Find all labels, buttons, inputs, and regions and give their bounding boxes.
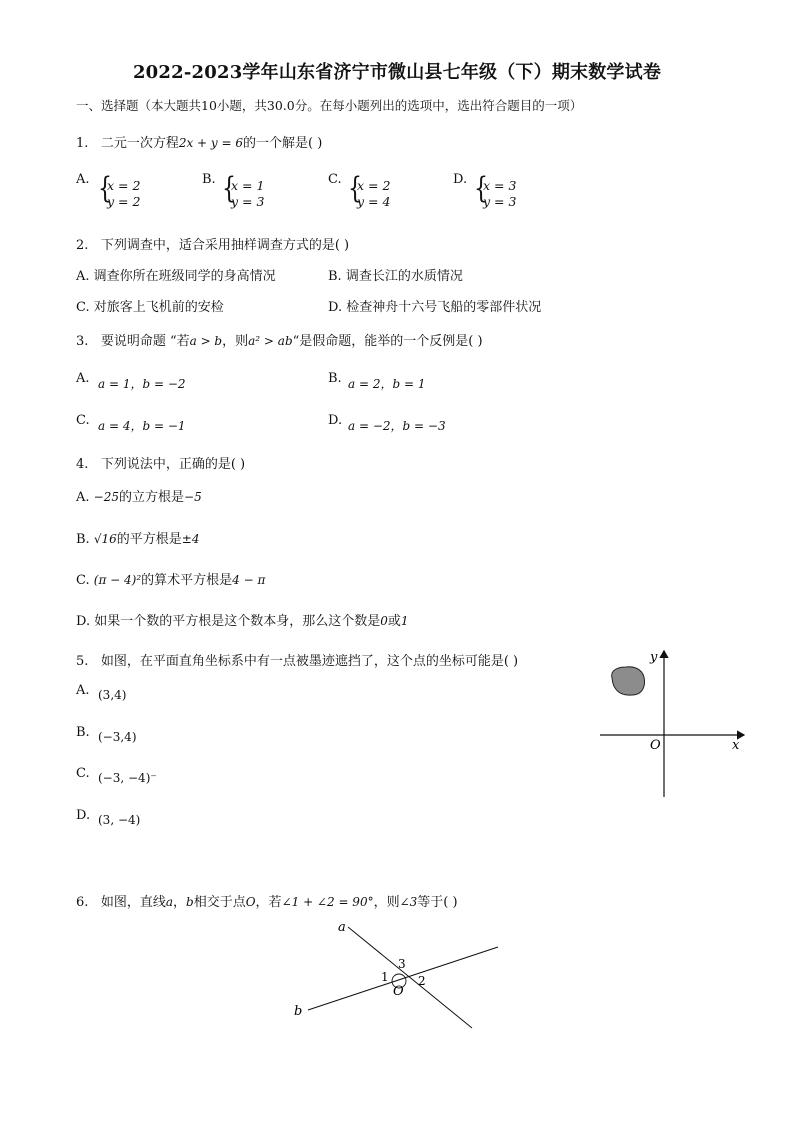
math-expression: −5 [184, 490, 202, 504]
coordinate-figure [596, 645, 756, 805]
option-letter: D. [76, 614, 91, 629]
option-letter: A. [76, 371, 90, 386]
option-letter: C. [76, 300, 90, 315]
intersecting-lines-figure [288, 915, 508, 1035]
option-1c-system [348, 173, 391, 210]
math-expression: b [186, 895, 194, 909]
question-text: ，若 [255, 895, 282, 910]
option-text: 检查神舟十六号飞船的零部件状况 [346, 300, 542, 315]
y-axis-label: y [650, 650, 658, 665]
math-expression: O [245, 895, 256, 909]
option-1a-system [98, 173, 141, 210]
question-1 [76, 132, 322, 151]
math-expression: a [165, 895, 173, 909]
option-letter: D. [328, 413, 343, 428]
equation-row: x = 2 [357, 178, 391, 193]
equation-row: x = 1 [231, 178, 265, 193]
option-4a [76, 486, 202, 505]
question-5 [76, 650, 518, 669]
line-a [348, 927, 472, 1028]
section-heading: 一、选择题（本大题共10小题，共30.0分。在每小题列出的选项中，选出符合题目的一项） [76, 98, 583, 113]
brace-icon: { [98, 173, 112, 206]
question-text: “是假命题，能举的一个反例是( ) [292, 334, 483, 349]
math-expression: ±4 [181, 532, 200, 546]
math-expression: 1 [400, 614, 409, 628]
math-expression: 4 − π [232, 573, 266, 587]
option-letter: C. [328, 172, 342, 187]
option-text: 的立方根是 [119, 490, 185, 505]
question-text: 要说明命题 “若 [100, 334, 190, 349]
math-expression: ∠3 [399, 895, 418, 909]
option-letter: A. [76, 490, 90, 505]
question-number: 4. [76, 457, 89, 472]
question-3 [76, 330, 483, 349]
option-1b-system [222, 173, 265, 210]
ink-blot [612, 667, 645, 695]
label-a: a [338, 920, 346, 935]
question-text: 下列说法中，正确的是( ) [100, 457, 246, 472]
equation-row: y = 3 [231, 194, 265, 209]
question-6 [76, 891, 458, 910]
math-expression: a > b [189, 334, 223, 348]
option-letter: C. [76, 573, 90, 588]
question-4 [76, 453, 245, 472]
option-letter: B. [328, 269, 342, 284]
question-text: 如图，在平面直角坐标系中有一点被墨迹遮挡了，这个点的坐标可能是( ) [100, 654, 519, 669]
option-text: 如果一个数的平方根是这个数本身，那么这个数是 [94, 614, 381, 629]
question-text: 相交于点 [193, 895, 246, 910]
option-text: 调查你所在班级同学的身高情况 [93, 269, 276, 284]
math-expression: 2x + y = 6 [178, 136, 244, 150]
option-text: 或 [387, 614, 401, 629]
question-text: 的一个解是( ) [243, 136, 323, 151]
equation-row: x = 2 [107, 178, 141, 193]
x-axis-label: x [732, 738, 740, 753]
label-o: O [393, 984, 404, 999]
option-1d-system [474, 173, 517, 210]
option-letter: D. [328, 300, 343, 315]
option-5d-text: (3, −4) [98, 813, 141, 827]
option-5a-text: (3,4) [98, 688, 127, 702]
brace-icon: { [474, 173, 488, 206]
origin-label: O [650, 738, 661, 753]
math-expression: ∠1 + ∠2 = 90° [281, 895, 374, 909]
question-text: 等于( ) [417, 895, 458, 910]
question-number: 5. [76, 654, 89, 669]
math-expression: √16 [93, 532, 117, 546]
equation-row: x = 3 [483, 178, 517, 193]
option-2d [328, 296, 541, 315]
label-2: 2 [418, 974, 426, 988]
option-2c [76, 296, 224, 315]
question-text: ，则 [222, 334, 249, 349]
page-title: 2022-2023学年山东省济宁市微山县七年级（下）期末数学试卷 [132, 62, 662, 83]
option-4b [76, 528, 199, 547]
question-number: 6. [76, 895, 89, 910]
option-letter: A. [76, 269, 90, 284]
question-number: 1. [76, 136, 89, 151]
question-text: ，则 [373, 895, 400, 910]
option-letter: B. [202, 172, 216, 187]
option-letter: B. [76, 532, 90, 547]
math-expression: a² > ab [248, 334, 293, 348]
math-expression: 0 [380, 614, 388, 628]
math-expression: −25 [93, 490, 119, 504]
question-number: 2. [76, 238, 89, 253]
equation-row: y = 4 [357, 194, 391, 209]
brace-icon: { [348, 173, 362, 206]
option-3a-text: a = 1，b = −2 [98, 377, 186, 391]
label-3: 3 [398, 957, 406, 971]
option-letter: C. [76, 766, 90, 781]
equation-row: y = 2 [107, 194, 141, 209]
question-2 [76, 234, 349, 253]
option-3c-text: a = 4，b = −1 [98, 419, 186, 433]
option-3b-text: a = 2，b = 1 [348, 377, 426, 391]
label-1: 1 [381, 970, 389, 984]
option-letter: D. [453, 172, 468, 187]
option-5b-text: (−3,4) [98, 730, 137, 744]
brace-icon: { [222, 173, 236, 206]
question-text: 如图，直线 [100, 895, 166, 910]
question-number: 3. [76, 334, 89, 349]
label-b: b [294, 1004, 303, 1019]
option-4c [76, 569, 265, 588]
equation-row: y = 3 [483, 194, 517, 209]
option-text: 的算术平方根是 [141, 573, 233, 588]
option-letter: C. [76, 413, 90, 428]
option-2b [328, 265, 463, 284]
option-letter: D. [76, 808, 91, 823]
question-text: 二元一次方程 [100, 136, 179, 151]
option-4d [76, 610, 409, 629]
question-text: ， [172, 895, 186, 910]
option-letter: B. [328, 371, 342, 386]
question-text: 下列调查中，适合采用抽样调查方式的是( ) [100, 238, 350, 253]
option-2a [76, 265, 276, 284]
option-3d-text: a = −2，b = −3 [348, 419, 446, 433]
option-5c-text: (−3, −4)⁻ [98, 771, 157, 785]
option-letter: A. [76, 683, 90, 698]
option-text: 对旅客上飞机前的安检 [93, 300, 224, 315]
option-text: 调查长江的水质情况 [345, 269, 463, 284]
option-letter: A. [76, 172, 90, 187]
option-letter: B. [76, 725, 90, 740]
math-expression: (π − 4)² [93, 573, 142, 587]
option-text: 的平方根是 [116, 532, 182, 547]
